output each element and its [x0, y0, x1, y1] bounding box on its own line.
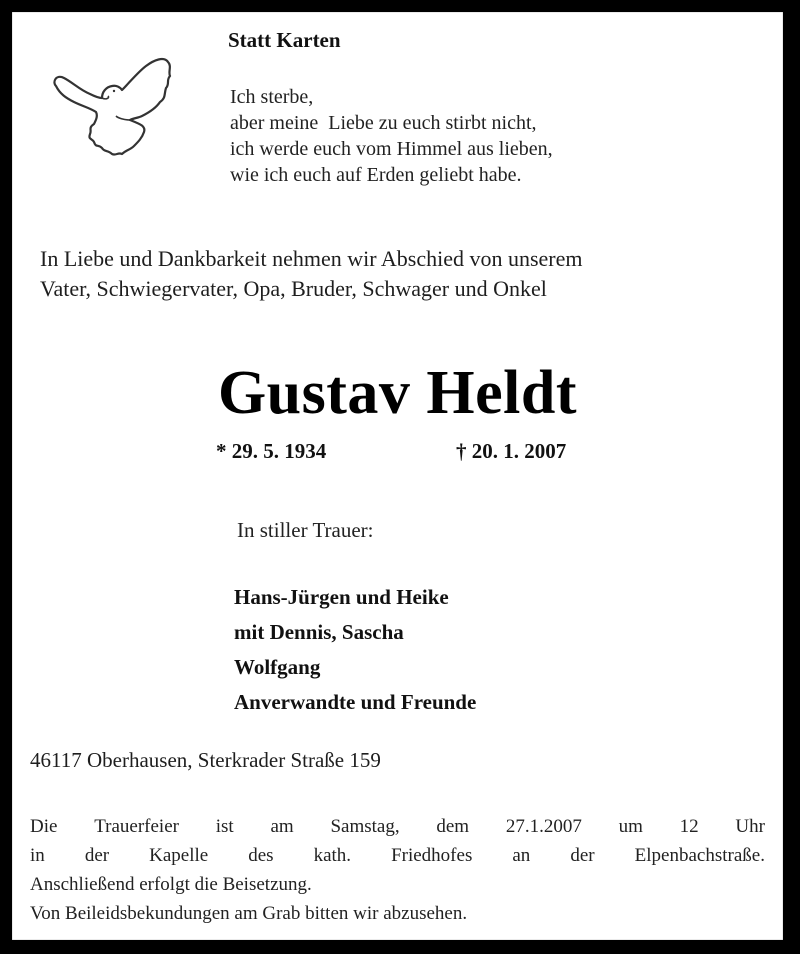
mourning-label: In stiller Trauer: — [237, 518, 374, 542]
death-date: † 20. 1. 2007 — [456, 439, 567, 463]
word: Die — [30, 816, 58, 837]
mourner: mit Dennis, Sascha — [234, 620, 404, 644]
obituary-card — [12, 12, 783, 940]
intro-line: Vater, Schwiegervater, Opa, Bruder, Schwager und Onkel — [40, 276, 547, 301]
dove-icon — [46, 54, 178, 160]
word: Friedhofes — [391, 845, 473, 866]
word: Trauerfeier — [94, 816, 179, 837]
ceremony-details — [30, 812, 765, 928]
address: 46117 Oberhausen, Sterkrader Straße 159 — [30, 748, 381, 772]
word: des — [248, 845, 274, 866]
word: 27.1.2007 — [505, 816, 582, 837]
word: der — [570, 845, 595, 866]
poem — [230, 84, 553, 188]
word: an — [512, 845, 531, 866]
poem-line: Ich sterbe, — [230, 86, 314, 108]
ceremony-line: Von Beileidsbekundungen am Grab bitten wir abzusehen. — [30, 903, 468, 924]
poem-line: wie ich euch auf Erden geliebt habe. — [230, 164, 522, 186]
word: kath. — [313, 845, 352, 866]
mourners-list — [234, 580, 476, 720]
intro-line: In Liebe und Dankbarkeit nehmen wir Abschied von unserem — [40, 246, 583, 271]
word: ist — [215, 816, 234, 837]
word: Elpenbachstraße. — [634, 845, 765, 866]
deceased-name: Gustav Heldt — [217, 359, 578, 427]
statt-karten-label: Statt Karten — [228, 28, 341, 52]
word: 12 — [679, 816, 699, 837]
word: Kapelle — [149, 845, 209, 866]
ceremony-line: Anschließend erfolgt die Beisetzung. — [30, 874, 312, 895]
word: in — [30, 845, 45, 866]
word: dem — [436, 816, 470, 837]
farewell-intro — [40, 244, 583, 304]
word: Samstag, — [330, 816, 400, 837]
mourner: Wolfgang — [234, 655, 321, 679]
word: um — [618, 816, 643, 837]
mourner: Hans-Jürgen und Heike — [234, 585, 449, 609]
poem-line: ich werde euch vom Himmel aus lieben, — [230, 138, 553, 160]
ceremony-line — [30, 841, 765, 870]
word: am — [270, 816, 294, 837]
poem-line: aber meine Liebe zu euch stirbt nicht, — [230, 112, 537, 134]
word: Uhr — [735, 816, 765, 837]
mourner: Anverwandte und Freunde — [234, 690, 477, 714]
ceremony-line — [30, 812, 765, 841]
birth-date: * 29. 5. 1934 — [216, 439, 327, 463]
word: der — [84, 845, 110, 866]
